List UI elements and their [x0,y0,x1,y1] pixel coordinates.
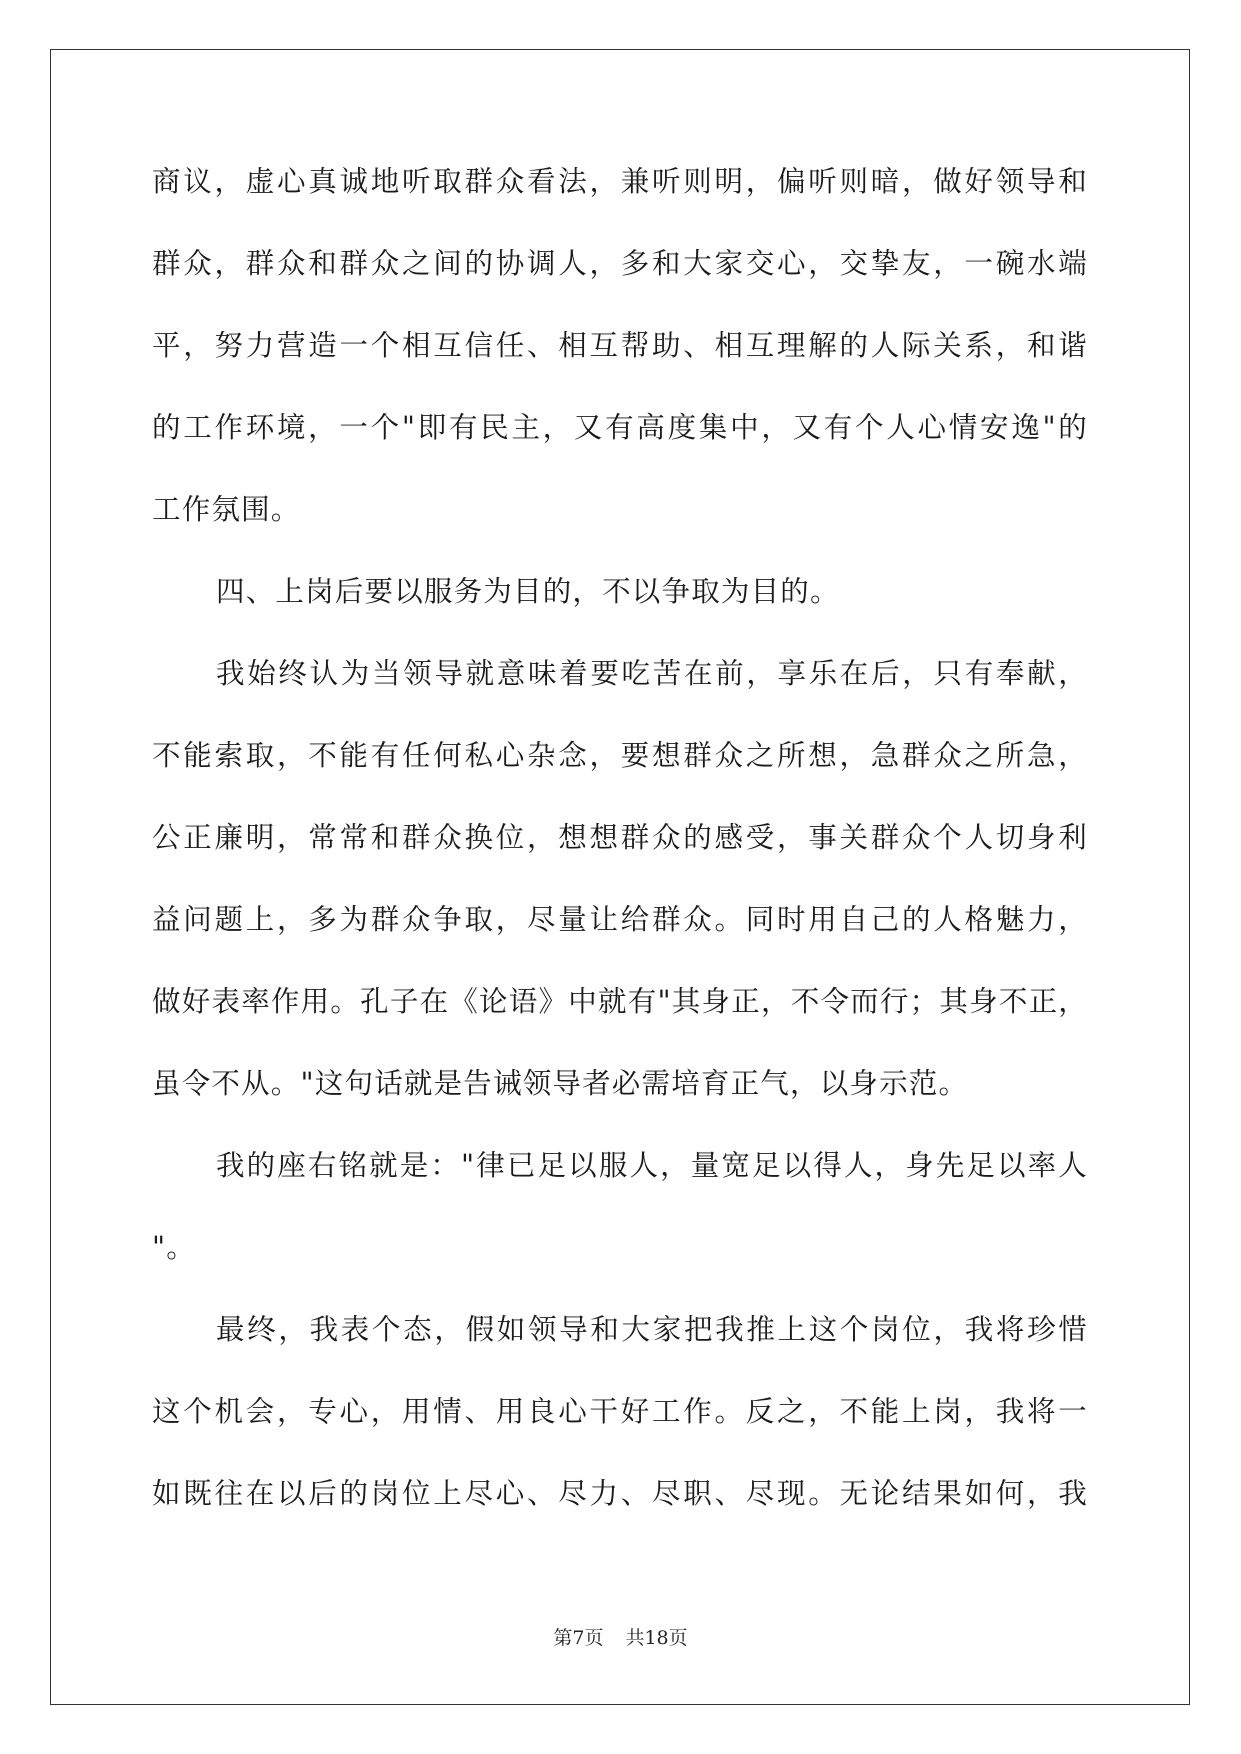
text-line: 虽令不从。"这句话就是告诫领导者必需培育正气，以身示范。 [152,1067,969,1100]
text-line: 我的座右铭就是："律已足以服人，量宽足以得人，身先足以率人 [216,1149,1088,1182]
page-total: 共18页 [625,1627,688,1649]
text-line: 不能索取，不能有任何私心杂念，要想群众之所想，急群众之所急， [152,739,1088,772]
text-line: 如既往在以后的岗位上尽心、尽力、尽职、尽现。无论结果如何，我 [152,1477,1088,1510]
page-footer [0,1623,1241,1650]
text-line: 的工作环境，一个"即有民主，又有高度集中，又有个人心情安逸"的 [152,411,1088,444]
text-line: 工作氛围。 [152,493,301,526]
text-line: 平，努力营造一个相互信任、相互帮助、相互理解的人际关系，和谐 [152,329,1088,362]
text-line: 我始终认为当领导就意味着要吃苦在前，享乐在后，只有奉献， [216,657,1088,690]
text-line: 做好表率作用。孔子在《论语》中就有"其身正，不令而行；其身不正， [152,985,1088,1018]
text-line: "。 [152,1231,197,1264]
section-heading: 四、上岗后要以服务为目的，不以争取为目的。 [216,575,840,608]
text-line: 益问题上，多为群众争取，尽量让给群众。同时用自己的人格魅力， [152,903,1088,936]
text-line: 最终，我表个态，假如领导和大家把我推上这个岗位，我将珍惜 [216,1313,1088,1346]
text-line: 商议，虚心真诚地听取群众看法，兼听则明，偏听则暗，做好领导和 [152,165,1088,198]
text-line: 这个机会，专心，用情、用良心干好工作。反之，不能上岗，我将一 [152,1395,1088,1428]
text-line: 公正廉明，常常和群众换位，想想群众的感受，事关群众个人切身利 [152,821,1088,854]
page-number: 第7页 [553,1627,604,1649]
document-body [152,160,1088,1554]
text-line: 群众，群众和群众之间的协调人，多和大家交心，交挚友，一碗水端 [152,247,1088,280]
